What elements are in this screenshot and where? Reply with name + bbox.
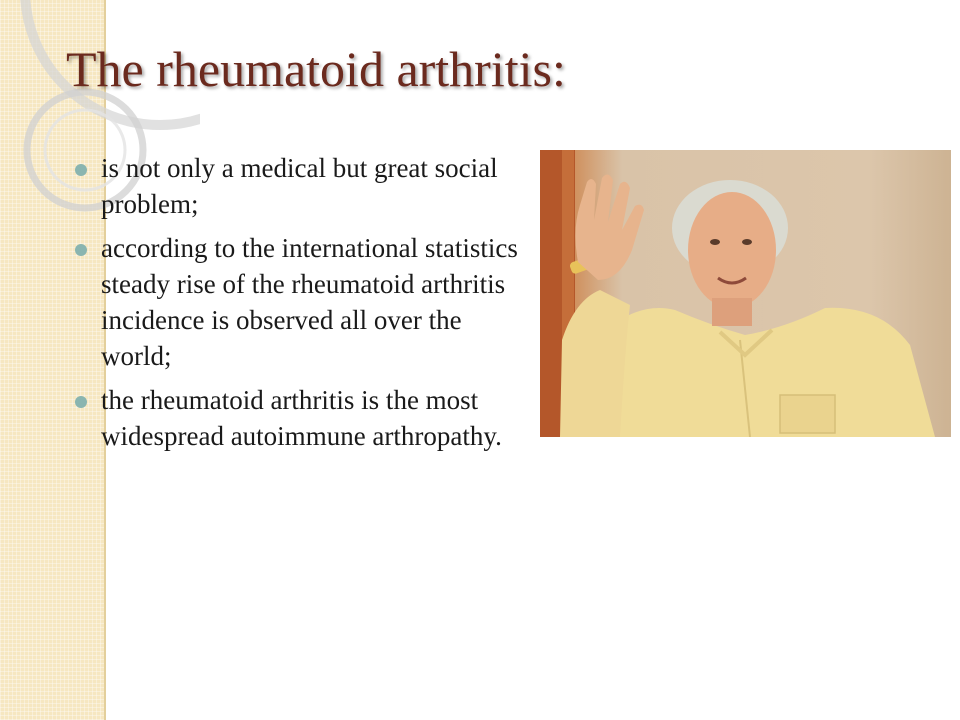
bullet-text: is not only a medical but great social problem; [101,153,498,219]
bullet-dot-icon [75,164,87,176]
bullet-text: the rheumatoid arthritis is the most widespread autoimmune arthropathy. [101,385,502,451]
bullet-dot-icon [75,244,87,256]
bullet-item [75,150,530,222]
bullet-dot-icon [75,396,87,408]
bullet-item [75,382,530,454]
bullet-list [75,150,530,462]
bullet-item [75,230,530,374]
slide-title: The rheumatoid arthritis: [66,41,566,97]
bullet-text: according to the international statistics steady rise of the rheumatoid arthritis incidence is observed all over the world; [101,233,518,371]
man-waving-photo [540,150,951,437]
